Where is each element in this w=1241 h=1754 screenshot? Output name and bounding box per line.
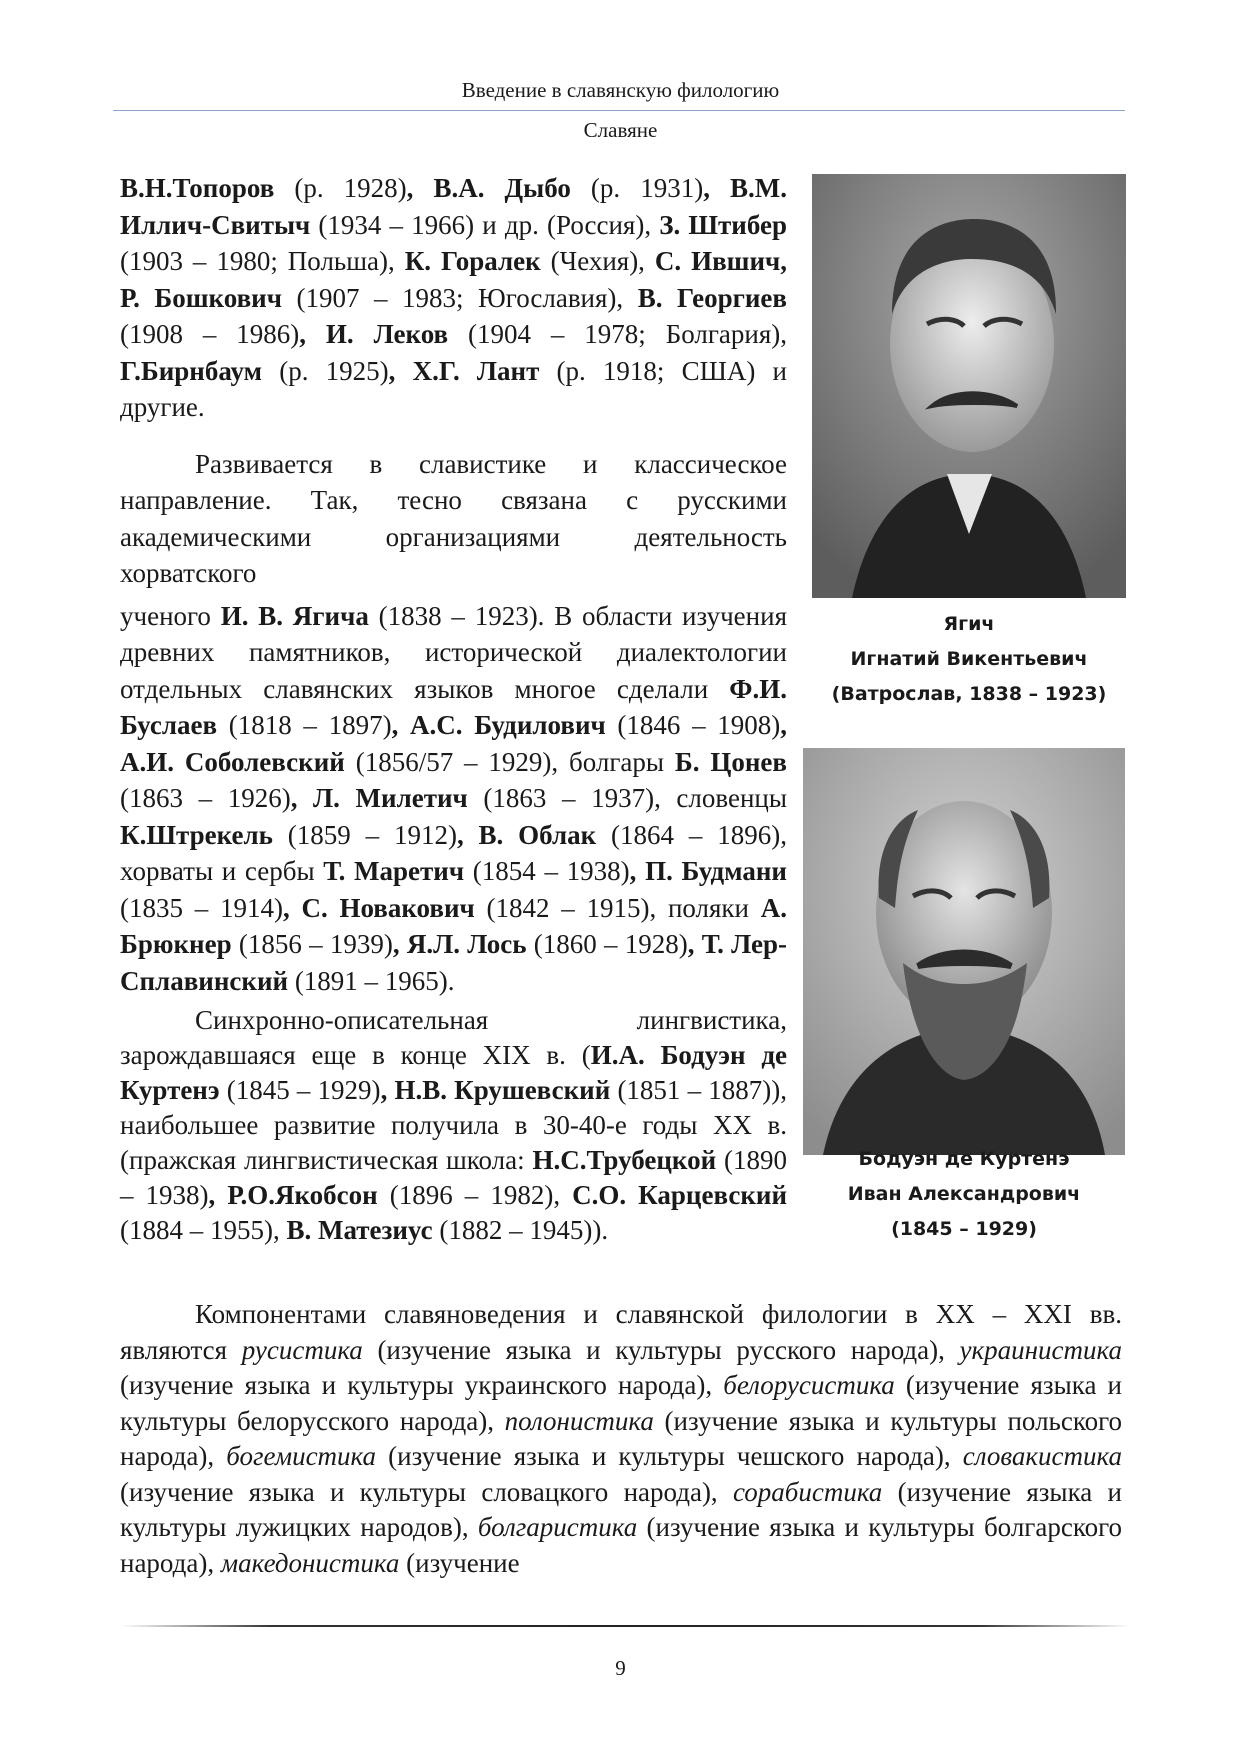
paragraph-synchronic: Синхронно-описательная лингвистика, зарождавшаяся еще в конце XIX в. (И.А. Бодуэн де Куртенэ (1845 – 1929), Н.В. Крушевский (1851 – 1887)), наибольшее развитие получила в 30-40-е годы XX в. (пражская лингвистическая школа: Н.С.Трубецкой (1890 – 1938), Р.О.Якобсон (1896 – 1982), С.О. Карцевский (1884 – 1955), В. Матезиус (1882 – 1945)).	[120, 1005, 788, 1245]
caption-jagic	[812, 607, 1126, 712]
narrow-text-column	[120, 170, 787, 1248]
paragraph-slavic-components: Компонентами славяноведения и славянской филологии в XX – XXI вв. являются русистика (изучение языка и культуры русского народа), украинистика (изучение языка и культуры украинского народа), белорусистика (изучение языка и культуры белорусского народа), полонистика (изучение языка и культуры польского народа), богемистика (изучение языка и культуры чешского народа), словакистика (изучение языка и культуры словацкого народа), сорабистика (изучение языка и культуры лужицких народов), болгаристика (изучение языка и культуры болгарского народа), македонистика (изучение	[120, 1299, 1122, 1578]
caption-jagic-fullname: Игнатий Викентьевич	[850, 648, 1088, 670]
caption-jagic-dates: (Ватрослав, 1838 – 1923)	[831, 683, 1107, 705]
paragraph-old-monuments: ученого И. В. Ягича (1838 – 1923). В области изучения древних памятников, исторической диалектологии отдельных славянских языков многое сделали Ф.И. Буслаев (1818 – 1897), А.С. Будилович (1846 – 1908), А.И. Соболевский (1856/57 – 1929), болгары Б. Цонев (1863 – 1926), Л. Милетич (1863 – 1937), словенцы К.Штрекель (1859 – 1912), В. Облак (1864 – 1896), хорваты и сербы Т. Маретич (1854 – 1938), П. Будмани (1835 – 1914), С. Новакович (1842 – 1915), поляки А. Брюкнер (1856 – 1939), Я.Л. Лось (1860 – 1928), Т. Лер-Сплавинский (1891 – 1965).	[120, 600, 788, 996]
paragraph-scholars-list: В.Н.Топоров (р. 1928), В.А. Дыбо (р. 1931), В.М. Иллич-Свитыч (1934 – 1966) и др. (Россия), З. Штибер (1903 – 1980; Польша), К. Горалек (Чехия), С. Ившич, Р. Бошкович (1907 – 1983; Югославия), В. Георгиев (1908 – 1986), И. Леков (1904 – 1978; Болгария), Г.Бирнбаум (р. 1925), Х.Г. Лант (р. 1918; США) и другие.	[120, 173, 788, 422]
paragraph-classical-direction: Развивается в славистике и классическое направление. Так, тесно связана с русскими академическими организациями деятельность хорватского	[120, 448, 787, 588]
caption-baudouin-surname: Бодуэн де Куртенэ	[858, 1148, 1070, 1170]
caption-baudouin-dates: (1845 – 1929)	[891, 1218, 1037, 1240]
caption-baudouin-fullname: Иван Александрович	[847, 1183, 1081, 1205]
caption-baudouin	[803, 1142, 1125, 1247]
running-header-subtitle: Славяне	[583, 118, 658, 142]
portrait-photo-jagic	[812, 174, 1126, 598]
running-header-title: Введение в славянскую филологию	[461, 78, 780, 102]
footer-divider	[120, 1625, 1130, 1627]
caption-jagic-surname: Ягич	[943, 613, 995, 635]
wide-text-column	[120, 1297, 1122, 1581]
portrait-photo-baudouin	[803, 748, 1125, 1155]
page-number: 9	[615, 1656, 626, 1680]
header-divider	[113, 110, 1125, 111]
